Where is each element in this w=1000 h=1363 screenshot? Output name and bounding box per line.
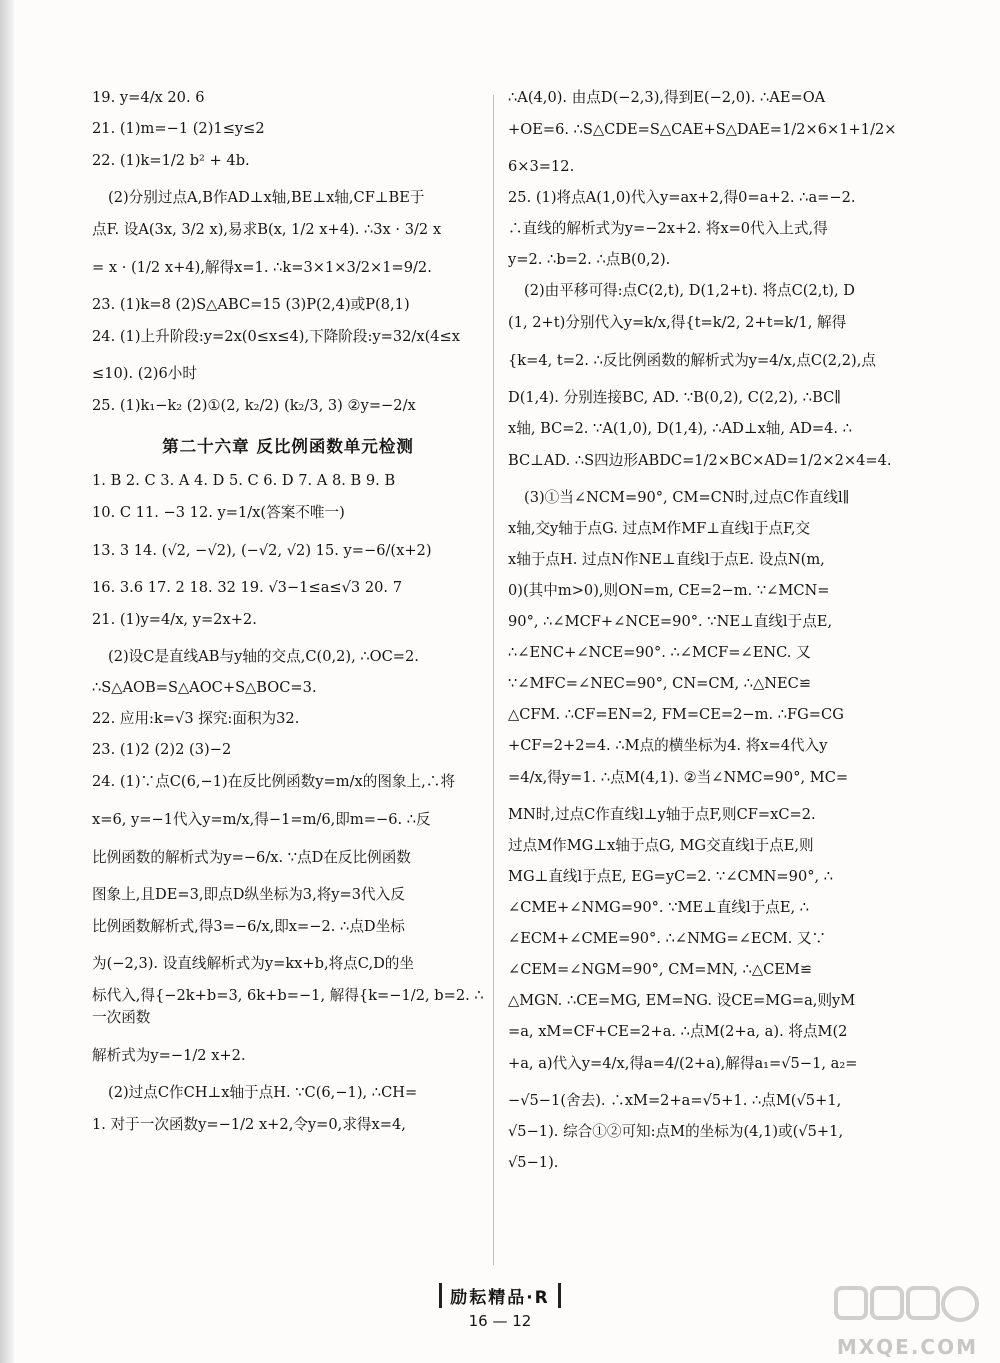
answer-line: 23. (1)2 (2)2 (3)−2	[92, 741, 232, 758]
answer-line: 22. (1)k=1/2 b² + 4b.	[92, 152, 250, 169]
answer-line: MN时,过点C作直线l⊥y轴于点F,则CF=xC=2.	[508, 806, 816, 823]
answer-line: x轴于点H. 过点N作NE⊥直线l于点E. 设点N(m,	[508, 551, 825, 568]
answer-line: =4/x,得y=1. ∴点M(4,1). ②当∠NMC=90°, MC=	[508, 769, 849, 786]
binding-edge	[0, 0, 14, 1363]
answer-line: △MGN. ∴CE=MG, EM=NG. 设CE=MG=a,则yM	[508, 992, 856, 1009]
answer-line: y=2. ∴b=2. ∴点B(0,2).	[508, 251, 671, 268]
answer-line: (2)过点C作CH⊥x轴于点H. ∵C(6,−1), ∴CH=	[108, 1084, 418, 1101]
watermark-text: MXQE.COM	[836, 1335, 978, 1359]
answer-line: △CFM. ∴CF=EN=2, FM=CE=2−m. ∴FG=CG	[508, 706, 844, 723]
answer-line: 16. 3.6 17. 2 18. 32 19. √3−1≤a≤√3 20. 7	[92, 579, 402, 596]
answer-line: √5−1). 综合①②可知:点M的坐标为(4,1)或(√5+1,	[508, 1123, 844, 1140]
answer-line: (2)分别过点A,B作AD⊥x轴,BE⊥x轴,CF⊥BE于	[108, 189, 425, 206]
answer-line: 标代入,得{−2k+b=3, 6k+b=−1, 解得{k=−1/2, b=2. ∴一次函数	[92, 987, 484, 1026]
answer-line: 25. (1)k₁−k₂ (2)①(2, k₂/2) (k₂/3, 3) ②y=−2/x	[92, 397, 416, 414]
answer-line: (3)①当∠NCM=90°, CM=CN时,过点C作直线l∥	[524, 489, 850, 506]
answer-line: ∴S△AOB=S△AOC+S△BOC=3.	[92, 679, 317, 696]
answer-line: √5−1).	[508, 1154, 559, 1171]
answer-line: ∴∠ENC+∠NCE=90°. ∴∠MCF=∠ENC. 又	[508, 644, 811, 661]
answer-line: 点F. 设A(3x, 3/2 x),易求B(x, 1/2 x+4). ∴3x · 3/2 x	[92, 221, 442, 238]
answer-line: ∴直线的解析式为y=−2x+2. 将x=0代入上式,得	[508, 220, 828, 237]
right-column	[508, 88, 900, 1184]
answer-line: +OE=6. ∴S△CDE=S△CAE+S△DAE=1/2×6×1+1/2×	[508, 121, 897, 138]
answer-line: 过点M作MG⊥x轴于点G, MG交直线l于点E,则	[508, 837, 814, 854]
answer-line: ∠ECM+∠CME=90°. ∴∠NMG=∠ECM. 又∵	[508, 930, 827, 947]
answer-line: (1, 2+t)分别代入y=k/x,得{t=k/2, 2+t=k/1, 解得	[508, 314, 847, 331]
answer-line: 0)(其中m>0),则ON=m, CE=2−m. ∵∠MCN=	[508, 582, 830, 599]
left-column	[92, 88, 484, 1152]
answer-line: 13. 3 14. (√2, −√2), (−√2, √2) 15. y=−6/(x+2)	[92, 542, 432, 559]
answer-line: −√5−1(舍去). ∴xM=2+a=√5+1. ∴点M(√5+1,	[508, 1092, 842, 1109]
answer-line: 1. B 2. C 3. A 4. D 5. C 6. D 7. A 8. B 9. B	[92, 472, 396, 489]
answer-line: 22. 应用:k=√3 探究:面积为32.	[92, 710, 300, 727]
answer-line: D(1,4). 分别连接BC, AD. ∵B(0,2), C(2,2), ∴BC∥	[508, 389, 841, 406]
column-divider	[493, 95, 494, 1265]
answer-line: ∴A(4,0). 由点D(−2,3),得到E(−2,0). ∴AE=OA	[508, 89, 826, 106]
answer-line: (2)由平移可得:点C(2,t), D(1,2+t). 将点C(2,t), D	[524, 282, 855, 299]
answer-line: ∵∠MFC=∠NEC=90°, CN=CM, ∴△NEC≌	[508, 675, 812, 692]
answer-line: 图象上,且DE=3,即点D纵坐标为3,将y=3代入反	[92, 886, 405, 903]
answer-line: BC⊥AD. ∴S四边形ABDC=1/2×BC×AD=1/2×2×4=4.	[508, 452, 892, 469]
answer-line: 比例函数解析式,得3=−6/x,即x=−2. ∴点D坐标	[92, 918, 405, 935]
answer-line: 23. (1)k=8 (2)S△ABC=15 (3)P(2,4)或P(8,1)	[92, 296, 410, 313]
answer-line: 25. (1)将点A(1,0)代入y=ax+2,得0=a+2. ∴a=−2.	[508, 189, 856, 206]
answer-line: = x · (1/2 x+4),解得x=1. ∴k=3×1×3/2×1=9/2.	[92, 259, 432, 276]
brand-logo: 励耘精品·R	[439, 1283, 561, 1308]
answer-line: +a, a)代入y=4/x,得a=4/(2+a),解得a₁=√5−1, a₂=	[508, 1055, 858, 1072]
answer-line: 6×3=12.	[508, 158, 575, 175]
answer-line: +CF=2+2=4. ∴M点的横坐标为4. 将x=4代入y	[508, 737, 828, 754]
answer-line: ≤10). (2)6小时	[92, 365, 197, 382]
chapter-heading: 第二十六章 反比例函数单元检测	[162, 437, 414, 456]
answer-line: 19. y=4/x 20. 6	[92, 89, 205, 106]
answer-line: x轴,交y轴于点G. 过点M作MF⊥直线l于点F,交	[508, 520, 811, 537]
answer-line: ∠CEM=∠NGM=90°, CM=MN, ∴△CEM≌	[508, 961, 813, 978]
answer-line: 解析式为y=−1/2 x+2.	[92, 1047, 246, 1064]
page-number: 16 — 12	[468, 1312, 532, 1330]
answer-line: 比例函数的解析式为y=−6/x. ∵点D在反比例函数	[92, 849, 411, 866]
answer-line: 21. (1)m=−1 (2)1≤y≤2	[92, 120, 265, 137]
answer-line: 24. (1)上升阶段:y=2x(0≤x≤4),下降阶段:y=32/x(4≤x	[92, 328, 461, 345]
answer-line: x轴, BC=2. ∵A(1,0), D(1,4), ∴AD⊥x轴, AD=4. ∴	[508, 420, 852, 437]
answer-line: (2)设C是直线AB与y轴的交点,C(0,2), ∴OC=2.	[108, 648, 419, 665]
answer-line: =a, xM=CF+CE=2+a. ∴点M(2+a, a). 将点M(2	[508, 1023, 848, 1040]
answer-line: {k=4, t=2. ∴反比例函数的解析式为y=4/x,点C(2,2),点	[508, 352, 876, 369]
answer-line: 1. 对于一次函数y=−1/2 x+2,令y=0,求得x=4,	[92, 1116, 406, 1133]
answer-line: ∠CME+∠NMG=90°. ∵ME⊥直线l于点E, ∴	[508, 899, 810, 916]
answer-line: 90°, ∴∠MCF+∠NCE=90°. ∵NE⊥直线l于点E,	[508, 613, 833, 630]
answer-line: x=6, y=−1代入y=m/x,得−1=m/6,即m=−6. ∴反	[92, 811, 431, 828]
answer-line: MG⊥直线l于点E, EG=yC=2. ∵∠CMN=90°, ∴	[508, 868, 834, 885]
answer-line: 24. (1)∵点C(6,−1)在反比例函数y=m/x的图象上,∴将	[92, 773, 455, 790]
answer-line: 21. (1)y=4/x, y=2x+2.	[92, 611, 257, 628]
answer-line: 10. C 11. −3 12. y=1/x(答案不唯一)	[92, 504, 345, 521]
answer-line: 为(−2,3). 设直线解析式为y=kx+b,将点C,D的坐	[92, 955, 414, 972]
